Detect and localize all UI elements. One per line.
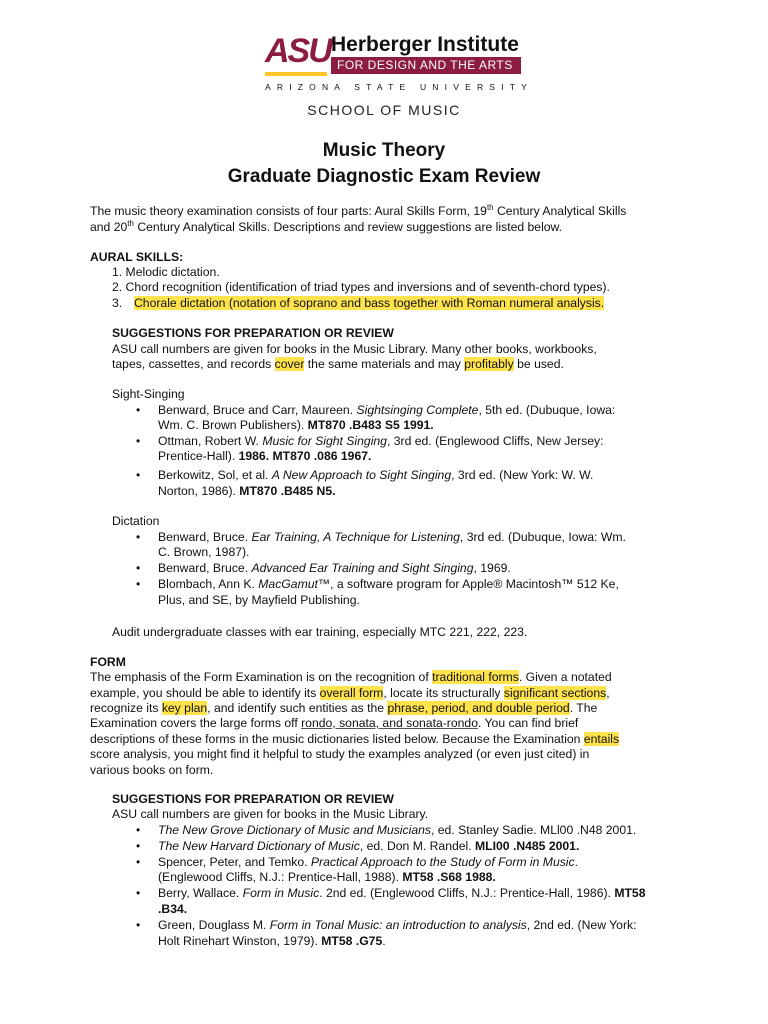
highlight: overall form (319, 686, 384, 700)
highlight: Chorale dictation (notation of soprano and bass together with Roman numeral analysis. (134, 296, 605, 310)
aural-item-3-number: 3. (112, 296, 123, 310)
asu-logo-mark: ASU (265, 32, 331, 70)
bullet-icon: • (136, 577, 141, 591)
form-line-2: example, you should be able to identify its overall form, locate its structurally significant sections, (90, 686, 610, 700)
form-ref-3-line-2: (Englewood Cliffs, N.J.: Prentice-Hall, 1988). MT58 .S68 1988. (158, 870, 496, 884)
aural-skills-heading: AURAL SKILLS: (90, 250, 184, 264)
highlight: key plan (161, 701, 208, 715)
dictation-ref-2: Benward, Bruce. Advanced Ear Training and Sight Singing, 1969. (158, 561, 511, 575)
form-ref-5-line-1: Green, Douglass M. Form in Tonal Music: an introduction to analysis, 2nd ed. (New York: (158, 918, 637, 932)
prep-2-line-1: ASU call numbers are given for books in the Music Library. (112, 807, 429, 821)
dictation-ref-3-line-2: Plus, and SE, by Mayfield Publishing. (158, 593, 360, 607)
institute-name: Herberger Institute (331, 33, 519, 56)
bullet-icon: • (136, 839, 141, 853)
highlight: significant sections (503, 686, 607, 700)
form-ref-2: The New Harvard Dictionary of Music, ed. Don M. Randel. MLI00 .N485 2001. (158, 839, 580, 853)
dictation-ref-3-line-1: Blombach, Ann K. MacGamut™, a software program for Apple® Macintosh™ 512 Ke, (158, 577, 619, 591)
sight-singing-heading: Sight-Singing (112, 387, 185, 401)
bullet-icon: • (136, 918, 141, 932)
form-line-6: score analysis, you might find it helpful to study the examples analyzed (or even just cited) in (90, 747, 590, 761)
asu-logo-underline (265, 72, 327, 76)
form-ref-1: The New Grove Dictionary of Music and Musicians, ed. Stanley Sadie. MLl00 .N48 2001. (158, 823, 637, 837)
highlight: phrase, period, and double period (387, 701, 570, 715)
institute-subtitle: FOR DESIGN AND THE ARTS (331, 57, 521, 74)
form-ref-3-line-1: Spencer, Peter, and Temko. Practical Approach to the Study of Form in Music. (158, 855, 579, 869)
sight-ref-2-line-1: Ottman, Robert W. Music for Sight Singing, 3rd ed. (Englewood Cliffs, New Jersey: (158, 434, 604, 448)
bullet-icon: • (136, 434, 141, 448)
prep-1-line-1: ASU call numbers are given for books in the Music Library. Many other books, workbooks, (112, 342, 597, 356)
form-ref-5-line-2: Holt Rinehart Winston, 1979). MT58 .G75. (158, 934, 386, 948)
aural-item-3 (134, 296, 604, 312)
sight-ref-3-line-1: Berkowitz, Sol, et al. A New Approach to Sight Singing, 3rd ed. (New York: W. W. (158, 468, 594, 482)
form-line-5: descriptions of these forms in the music dictionaries listed below. Because the Examination entails (90, 732, 620, 746)
bullet-icon: • (136, 886, 141, 900)
aural-item-2: 2. Chord recognition (identification of triad types and inversions and of seventh-chord types). (112, 280, 610, 294)
sight-ref-1-line-1: Benward, Bruce and Carr, Maureen. Sightsinging Complete, 5th ed. (Dubuque, Iowa: (158, 403, 616, 417)
highlight: traditional forms (432, 670, 519, 684)
highlight: entails (583, 732, 620, 746)
audit-note: Audit undergraduate classes with ear training, especially MTC 221, 222, 223. (112, 625, 528, 639)
sight-ref-2-line-2: Prentice-Hall). 1986. MT870 .086 1967. (158, 449, 372, 463)
form-ref-4-line-1: Berry, Wallace. Form in Music. 2nd ed. (Englewood Cliffs, N.J.: Prentice-Hall, 1986). MT58 (158, 886, 646, 900)
bullet-icon: • (136, 561, 141, 575)
form-line-7: various books on form. (90, 763, 214, 777)
form-heading: FORM (90, 655, 126, 669)
intro-line-1: The music theory examination consists of four parts: Aural Skills Form, 19th Century Analytical Skills (90, 202, 627, 218)
highlight: profitably (464, 357, 514, 371)
bullet-icon: • (136, 823, 141, 837)
prep-heading-2: SUGGESTIONS FOR PREPARATION OR REVIEW (112, 792, 394, 806)
dictation-heading: Dictation (112, 514, 160, 528)
prep-heading-1: SUGGESTIONS FOR PREPARATION OR REVIEW (112, 326, 394, 340)
bullet-icon: • (136, 468, 141, 482)
sight-ref-3-line-2: Norton, 1986). MT870 .B485 N5. (158, 484, 336, 498)
school-name: SCHOOL OF MUSIC (307, 102, 461, 118)
bullet-icon: • (136, 403, 141, 417)
aural-item-1: 1. Melodic dictation. (112, 265, 220, 279)
university-name: ARIZONA STATE UNIVERSITY (265, 82, 533, 92)
sight-ref-1-line-2: Wm. C. Brown Publishers). MT870 .B483 S5 1991. (158, 418, 434, 432)
form-line-1: The emphasis of the Form Examination is on the recognition of traditional forms. Given a notated (90, 670, 612, 684)
prep-1-line-2: tapes, cassettes, and records cover the same materials and may profitably be used. (112, 357, 564, 371)
dictation-ref-1-line-1: Benward, Bruce. Ear Training, A Technique for Listening, 3rd ed. (Dubuque, Iowa: Wm. (158, 530, 626, 544)
intro-line-2: and 20th Century Analytical Skills. Descriptions and review suggestions are listed below. (90, 218, 563, 234)
asu-herberger-logo (265, 32, 533, 96)
form-ref-4-line-2: .B34. (158, 902, 188, 916)
document-subtitle: Graduate Diagnostic Exam Review (227, 166, 541, 187)
highlight: cover (274, 357, 305, 371)
bullet-icon: • (136, 855, 141, 869)
bullet-icon: • (136, 530, 141, 544)
form-line-4: Examination covers the large forms off rondo, sonata, and sonata-rondo. You can find brief (90, 716, 579, 730)
dictation-ref-1-line-2: C. Brown, 1987). (158, 545, 250, 559)
document-title: Music Theory (322, 140, 446, 161)
form-line-3: recognize its key plan, and identify such entities as the phrase, period, and double period. The (90, 701, 598, 715)
